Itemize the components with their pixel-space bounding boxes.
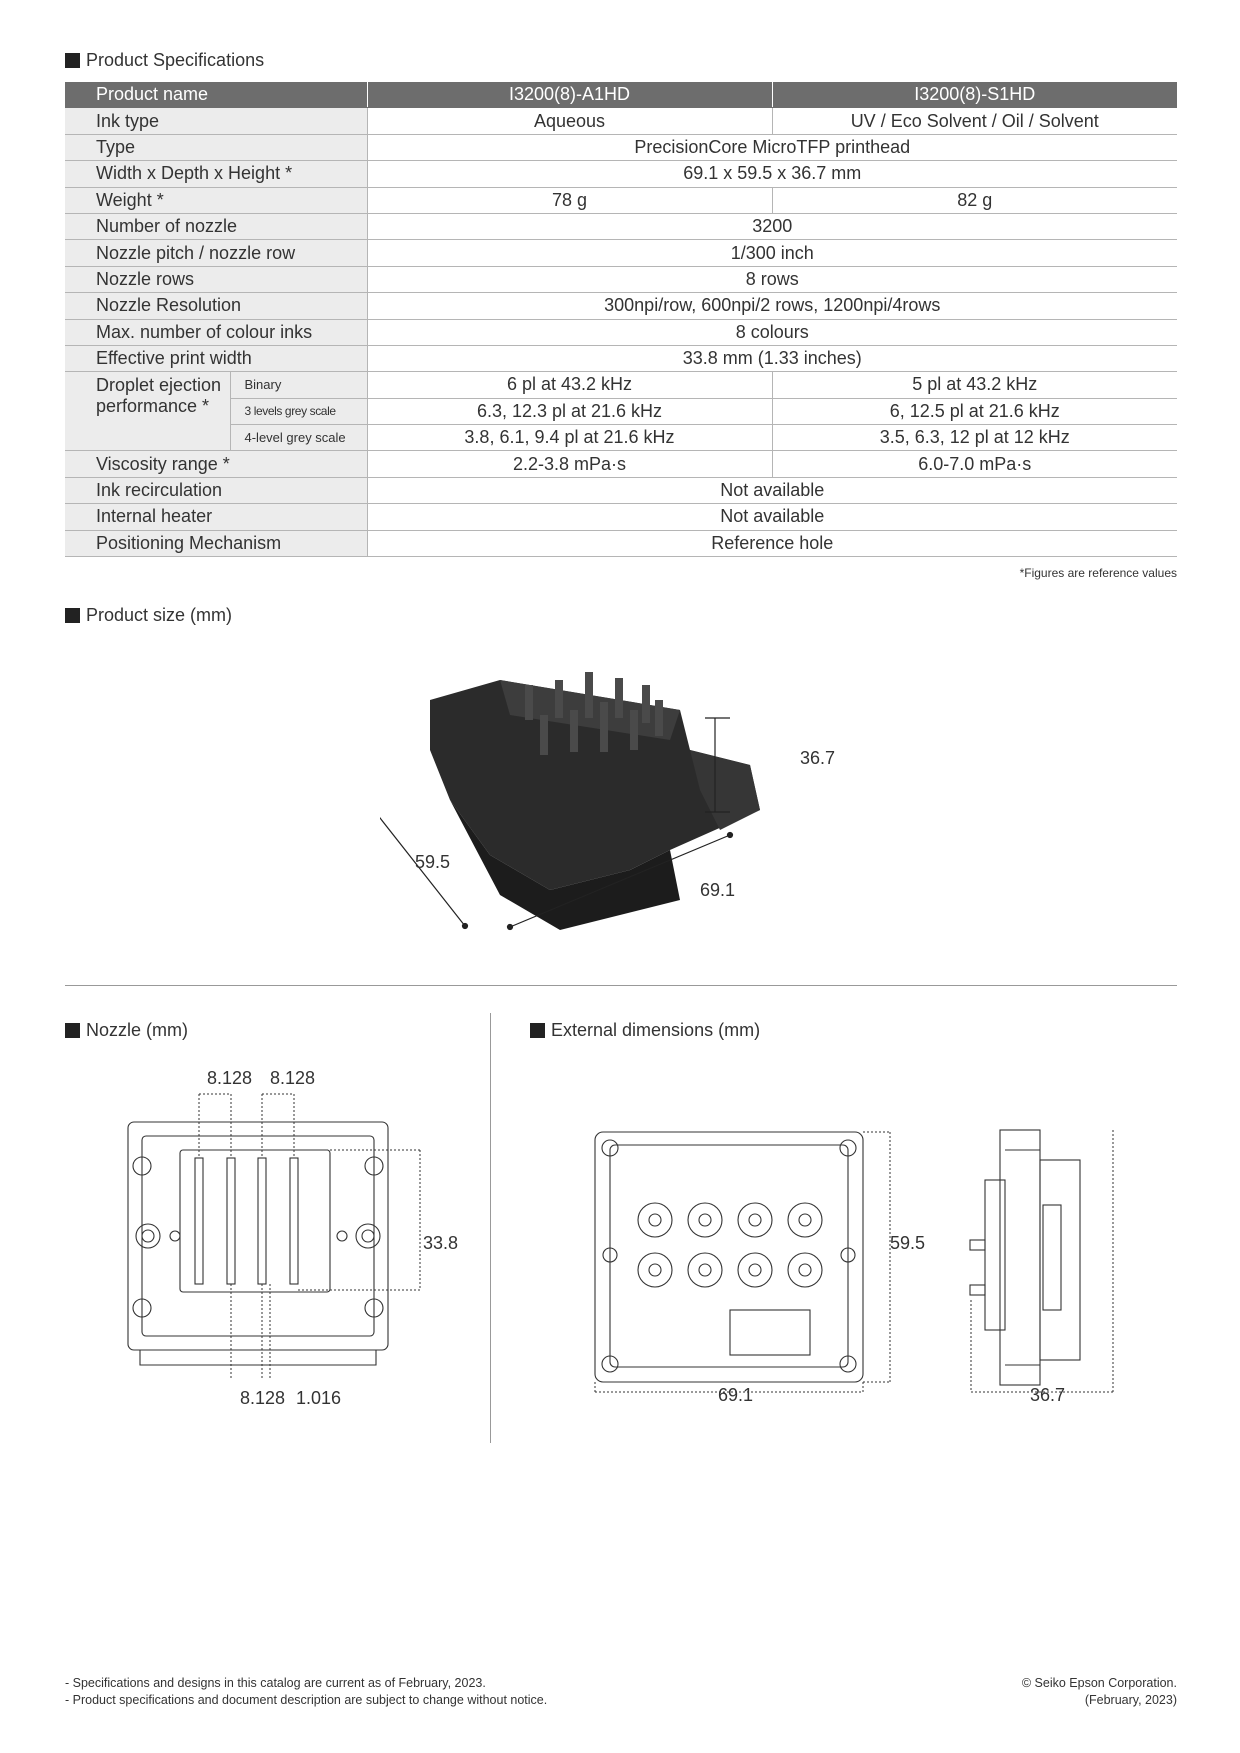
droplet-label-line2: performance * bbox=[96, 396, 210, 417]
spec-footnote: *Figures are reference values bbox=[1019, 566, 1177, 580]
row-label: Width x Depth x Height * bbox=[65, 161, 367, 187]
product-size-title-text: Product size (mm) bbox=[86, 605, 233, 625]
row-value: 3200 bbox=[367, 213, 1177, 239]
droplet-label-line1: Droplet ejection bbox=[96, 375, 222, 396]
droplet-label bbox=[65, 372, 230, 451]
row-colour-inks bbox=[65, 319, 1177, 345]
footer-notes bbox=[65, 1675, 547, 1709]
row-value: Not available bbox=[367, 504, 1177, 530]
nozzle-title-text: Nozzle (mm) bbox=[86, 1020, 188, 1040]
spec-table bbox=[65, 82, 1177, 557]
row-value: 8 rows bbox=[367, 266, 1177, 292]
row-value: 2.2-3.8 mPa·s bbox=[367, 451, 772, 477]
nozzle-bottom-right-label: 1.016 bbox=[296, 1388, 342, 1408]
row-label: Internal heater bbox=[65, 504, 367, 530]
row-positioning bbox=[65, 530, 1177, 556]
footer-line-2: - Product specifications and document description are subject to change without notice. bbox=[65, 1693, 548, 1707]
row-value: 82 g bbox=[772, 187, 1177, 213]
nozzle-top-left-label: 8.128 bbox=[207, 1068, 253, 1088]
sub-label: 4-level grey scale bbox=[230, 425, 367, 451]
nozzle-bottom-left-label: 8.128 bbox=[240, 1388, 286, 1408]
bullet-square-icon bbox=[65, 1023, 80, 1038]
row-value: Not available bbox=[367, 477, 1177, 503]
header-label: Product name bbox=[65, 82, 367, 108]
row-label: Ink type bbox=[65, 108, 367, 134]
row-value: 6.0-7.0 mPa·s bbox=[772, 451, 1177, 477]
size-depth-label: 59.5 bbox=[415, 852, 451, 872]
row-value: 3.5, 6.3, 12 pl at 12 kHz bbox=[772, 425, 1177, 451]
row-value: 78 g bbox=[367, 187, 772, 213]
bullet-square-icon bbox=[65, 53, 80, 68]
row-label: Positioning Mechanism bbox=[65, 530, 367, 556]
external-title-text: External dimensions (mm) bbox=[551, 1020, 761, 1040]
row-droplet-binary bbox=[65, 372, 1177, 398]
row-label: Nozzle rows bbox=[65, 266, 367, 292]
row-label: Max. number of colour inks bbox=[65, 319, 367, 345]
row-value: 33.8 mm (1.33 inches) bbox=[367, 345, 1177, 371]
vertical-divider bbox=[490, 1013, 491, 1443]
nozzle-top-right-label: 8.128 bbox=[270, 1068, 316, 1088]
row-label: Nozzle Resolution bbox=[65, 293, 367, 319]
row-value: 6 pl at 43.2 kHz bbox=[367, 372, 772, 398]
row-value: 5 pl at 43.2 kHz bbox=[772, 372, 1177, 398]
row-value: 69.1 x 59.5 x 36.7 mm bbox=[367, 161, 1177, 187]
row-value: 3.8, 6.1, 9.4 pl at 21.6 kHz bbox=[367, 425, 772, 451]
row-value: UV / Eco Solvent / Oil / Solvent bbox=[772, 108, 1177, 134]
external-height-label: 59.5 bbox=[890, 1233, 926, 1253]
row-value: 6, 12.5 pl at 21.6 kHz bbox=[772, 398, 1177, 424]
spec-section-title-text: Product Specifications bbox=[86, 50, 265, 70]
bullet-square-icon bbox=[530, 1023, 545, 1038]
spec-header-row bbox=[65, 82, 1177, 108]
row-droplet-grey4 bbox=[65, 425, 1177, 451]
row-label: Effective print width bbox=[65, 345, 367, 371]
row-value: 8 colours bbox=[367, 319, 1177, 345]
row-label: Viscosity range * bbox=[65, 451, 367, 477]
copyright-text: © Seiko Epson Corporation. bbox=[1021, 1676, 1177, 1690]
row-nozzle-rows bbox=[65, 266, 1177, 292]
row-value: PrecisionCore MicroTFP printhead bbox=[367, 134, 1177, 160]
external-side-view-drawing bbox=[965, 1120, 1125, 1400]
product-size-title bbox=[65, 605, 232, 626]
row-nozzle-pitch bbox=[65, 240, 1177, 266]
row-value: 6.3, 12.3 pl at 21.6 kHz bbox=[367, 398, 772, 424]
row-label: Number of nozzle bbox=[65, 213, 367, 239]
copyright-date: (February, 2023) bbox=[1084, 1693, 1177, 1707]
row-value: Reference hole bbox=[367, 530, 1177, 556]
row-viscosity bbox=[65, 451, 1177, 477]
row-weight bbox=[65, 187, 1177, 213]
header-model-a1hd: I3200(8)-A1HD bbox=[367, 82, 772, 108]
sub-label: Binary bbox=[230, 372, 367, 398]
printhead-3d-illustration bbox=[380, 640, 860, 960]
row-ink-type bbox=[65, 108, 1177, 134]
size-width-label: 69.1 bbox=[700, 880, 736, 900]
row-recirculation bbox=[65, 477, 1177, 503]
external-top-view-drawing bbox=[590, 1120, 940, 1400]
external-width-label: 69.1 bbox=[718, 1385, 754, 1405]
spec-section-title bbox=[65, 50, 264, 71]
row-type bbox=[65, 134, 1177, 160]
external-depth-label: 36.7 bbox=[1030, 1385, 1066, 1405]
section-divider bbox=[65, 985, 1177, 986]
row-nozzle-count bbox=[65, 213, 1177, 239]
bullet-square-icon bbox=[65, 608, 80, 623]
row-value: 300npi/row, 600npi/2 rows, 1200npi/4rows bbox=[367, 293, 1177, 319]
footer-copyright bbox=[1022, 1675, 1177, 1709]
size-height-label: 36.7 bbox=[800, 748, 836, 768]
nozzle-drawing bbox=[120, 1090, 440, 1380]
header-model-s1hd: I3200(8)-S1HD bbox=[772, 82, 1177, 108]
row-print-width bbox=[65, 345, 1177, 371]
row-value: 1/300 inch bbox=[367, 240, 1177, 266]
footer-line-1: - Specifications and designs in this catalog are current as of February, 2023. bbox=[65, 1676, 486, 1690]
row-droplet-grey3 bbox=[65, 398, 1177, 424]
external-title bbox=[530, 1020, 760, 1041]
row-heater bbox=[65, 504, 1177, 530]
nozzle-side-label: 33.8 bbox=[423, 1233, 459, 1253]
row-label: Ink recirculation bbox=[65, 477, 367, 503]
sub-label: 3 levels grey scale bbox=[230, 398, 367, 424]
nozzle-title bbox=[65, 1020, 188, 1041]
row-label: Weight * bbox=[65, 187, 367, 213]
row-label: Type bbox=[65, 134, 367, 160]
row-value: Aqueous bbox=[367, 108, 772, 134]
row-dimensions bbox=[65, 161, 1177, 187]
row-label: Nozzle pitch / nozzle row bbox=[65, 240, 367, 266]
row-nozzle-resolution bbox=[65, 293, 1177, 319]
